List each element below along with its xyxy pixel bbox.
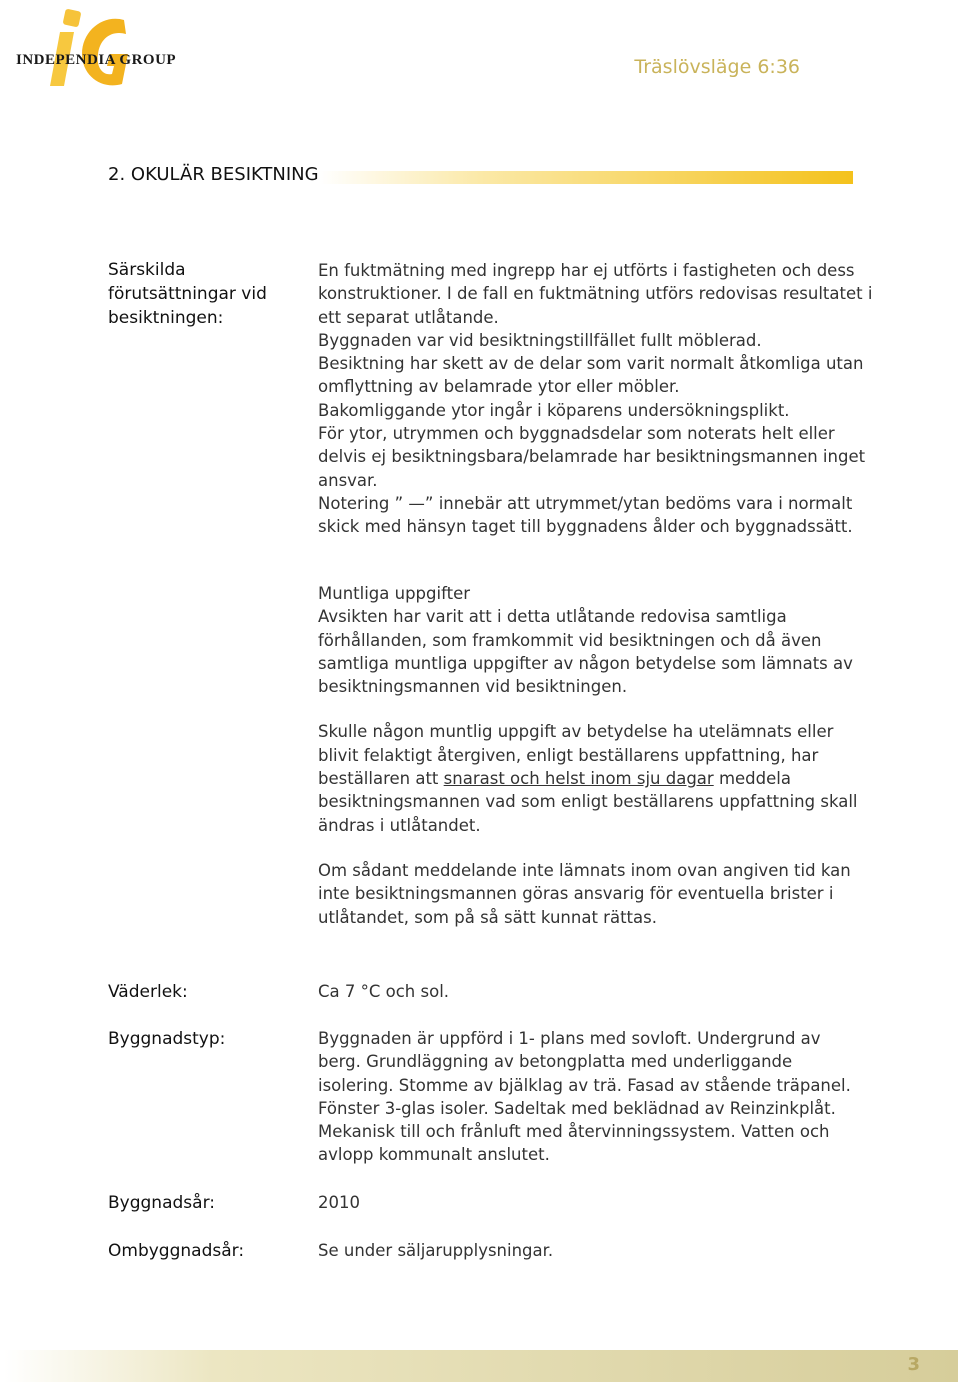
header-title: Träslövsläge 6:36 — [634, 56, 800, 78]
paragraph: En fuktmätning med ingrepp har ej utförts i fastigheten och dess konstruktioner. I de fall en fuktmätning utförs redovisas resultatet i ett separat utlåtande. — [318, 261, 873, 327]
paragraph: Bakomliggande ytor ingår i köparens undersökningsplikt. — [318, 400, 790, 420]
page-number: 3 — [907, 1354, 920, 1375]
building-type-value: Byggnaden är uppförd i 1- plans med sovloft. Undergrund av berg. Grundläggning av betongplatta med underliggande isolering. Stomme av bjälklag av trä. Fasad av stående träpanel. Fönster 3-glas isoler. Sadeltak med beklädnad av Reinzinkplåt. Mekanisk till och frånluft med återvinningssystem. Vatten och avlopp kommunalt anslutet. — [318, 1029, 851, 1165]
oral-info-section — [318, 582, 878, 929]
paragraph: Avsikten har varit att i detta utlåtande redovisa samtliga förhållanden, som framkommit vid besiktningen och då även samtliga muntliga uppgifter av någon betydelse som lämnats av besiktningsmannen vid besiktningen. — [318, 607, 853, 697]
section-accent-gradient — [320, 171, 853, 184]
weather-label: Väderlek: — [108, 982, 188, 1002]
footer-bar — [4, 1350, 958, 1382]
rebuild-year-value: Se under säljarupplysningar. — [318, 1241, 554, 1260]
oral-heading: Muntliga uppgifter — [318, 584, 471, 603]
label-line: förutsättningar vid — [108, 284, 267, 304]
text-span: Skulle någon muntlig uppgift av betydelse ha utelämnats eller blivit felaktigt återgiven, enligt beställarens uppfattning, har beställaren att — [318, 722, 834, 789]
paragraph: Om sådant meddelande inte lämnats inom ovan angiven tid kan inte besiktningsmannen göras ansvarig för eventuella brister i utlåtandet, som på så sätt kunnat rättas. — [318, 860, 851, 927]
special-conditions-label — [108, 258, 267, 330]
paragraph — [318, 720, 878, 836]
paragraph: Besiktning har skett av de delar som varit normalt åtkomliga utan omflyttning av belamrade ytor eller möbler. — [318, 354, 864, 397]
paragraph: Notering ” —” innebär att utrymmet/ytan bedöms vara i normalt skick med hänsyn taget till byggnadens ålder och byggnadssätt. — [318, 493, 853, 537]
ig-logo-mark — [12, 6, 182, 92]
build-year-value: 2010 — [318, 1193, 360, 1212]
rebuild-year-label: Ombyggnadsår: — [108, 1241, 245, 1261]
building-type-label: Byggnadstyp: — [108, 1029, 226, 1049]
section-title: 2. OKULÄR BESIKTNING — [108, 164, 319, 185]
logo-text: INDEPENDIA GROUP — [16, 52, 177, 68]
paragraph: Byggnaden var vid besiktningstillfället fullt möblerad. — [318, 330, 762, 350]
weather-value: Ca 7 °C och sol. — [318, 982, 450, 1001]
label-line: Särskilda — [108, 260, 186, 280]
special-conditions-text — [318, 259, 878, 539]
text-span: meddela besiktningsmannen vad som enligt beställarens uppfattning skall ändras i utlåtandet. — [318, 769, 858, 835]
paragraph: För ytor, utrymmen och byggnadsdelar som noterats helt eller delvis ej besiktningsbara/belamrade har besiktningsmannen inget ansvar. — [318, 424, 866, 490]
label-line: besiktningen: — [108, 308, 224, 328]
company-logo — [12, 6, 182, 92]
section-heading-bar — [0, 164, 960, 192]
build-year-label: Byggnadsår: — [108, 1193, 215, 1213]
underlined-deadline: snarast och helst inom sju dagar — [443, 769, 714, 789]
